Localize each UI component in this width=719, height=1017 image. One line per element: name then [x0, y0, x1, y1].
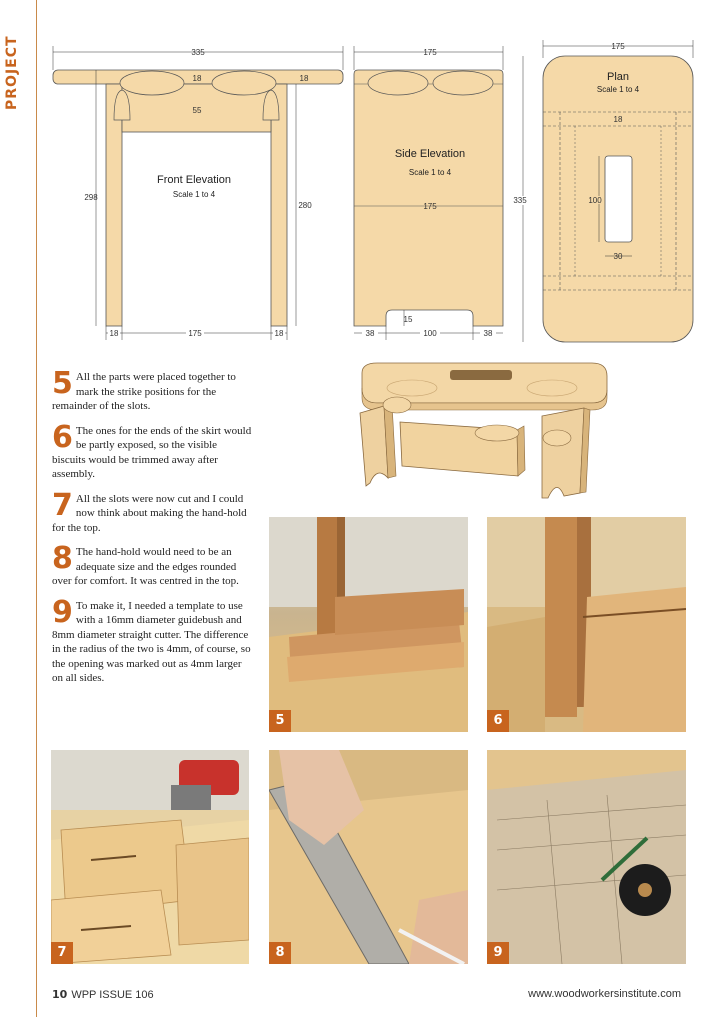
photo-7-image	[51, 750, 249, 964]
photo-6-badge: 6	[487, 710, 509, 732]
front-bottom-middle-dim: 175	[188, 329, 202, 338]
plan-scale: Scale 1 to 4	[596, 85, 640, 94]
step-9	[52, 594, 252, 686]
side-bottom-left-dim: 38	[365, 329, 375, 338]
photo-7	[51, 750, 249, 964]
front-bottom-left-dim: 18	[109, 329, 119, 338]
step-number: 9	[52, 594, 73, 630]
plan-slot-length-dim: 100	[588, 196, 602, 205]
front-scale: Scale 1 to 4	[172, 190, 216, 199]
step-text: All the parts were placed together to mark the strike positions for the remainder of the slots.	[52, 371, 236, 412]
technical-drawings	[0, 0, 719, 360]
side-scale: Scale 1 to 4	[408, 168, 452, 177]
footer-issue	[52, 988, 154, 1001]
front-top-dim: 18	[192, 74, 202, 83]
section-label: PROJECT	[4, 35, 20, 110]
step-8	[52, 541, 252, 589]
step-text: The hand-hold would need to be an adequate size and the edges rounded over for comfort. It was centred in the top.	[52, 546, 239, 587]
photo-7-badge: 7	[51, 942, 73, 964]
step-7	[52, 487, 252, 536]
photo-9-image	[487, 750, 686, 964]
step-5	[52, 366, 252, 414]
step-text: All the slots were now cut and I could now think about making the hand-hold for the top.	[52, 492, 247, 534]
photo-9-badge: 9	[487, 942, 509, 964]
page-number: 10	[52, 988, 68, 1001]
issue-label: WPP ISSUE 106	[71, 989, 154, 1001]
front-height-outer-dim: 298	[84, 193, 98, 202]
photo-5-badge: 5	[269, 710, 291, 732]
front-width-dim: 335	[191, 48, 205, 57]
step-text: The ones for the ends of the skirt would be partly exposed, so the visible biscuits would be trimmed away after assembly.	[52, 424, 252, 480]
front-top-right-dim: 18	[299, 74, 309, 83]
front-title: Front Elevation	[157, 174, 231, 186]
side-bottom-right-dim: 38	[483, 329, 493, 338]
side-width-dim: 175	[423, 48, 437, 57]
photo-6-image	[487, 517, 686, 732]
photo-9	[487, 750, 686, 964]
step-6	[52, 419, 252, 482]
side-bottom-middle-dim: 100	[423, 329, 437, 338]
photo-5-image	[269, 517, 468, 732]
photo-8-badge: 8	[269, 942, 291, 964]
plan-slot-width-dim: 30	[613, 252, 623, 261]
steps-column	[52, 366, 252, 696]
plan-title: Plan	[606, 71, 630, 83]
photo-8-image	[269, 750, 468, 964]
plan-width-dim: 175	[611, 42, 625, 51]
footer-url[interactable]: www.woodworkersinstitute.com	[528, 988, 681, 1000]
side-title: Side Elevation	[394, 148, 466, 160]
step-text: To make it, I needed a template to use with a 16mm diameter guidebush and 8mm diameter straight cutter. The difference in the radius of the two is 4mm, of course, so the opening was marked out as 4mm larger on all sides.	[52, 599, 251, 684]
photo-8	[269, 750, 468, 964]
step-number: 6	[52, 419, 73, 455]
plan-rail-dim: 18	[613, 115, 623, 124]
side-notch-dim: 15	[403, 315, 413, 324]
side-elevation	[354, 46, 503, 340]
side-mid-dim: 175	[423, 202, 437, 211]
front-bottom-right-dim: 18	[274, 329, 284, 338]
step-number: 7	[52, 487, 73, 523]
front-elevation	[53, 46, 343, 340]
plan-length-dim: 335	[513, 196, 527, 205]
photo-6	[487, 517, 686, 732]
stool-illustration	[352, 358, 622, 513]
plan-view	[512, 40, 693, 342]
step-number: 5	[52, 366, 73, 401]
photo-5	[269, 517, 468, 732]
front-skirt-dim: 55	[192, 106, 202, 115]
step-number: 8	[52, 541, 73, 576]
front-height-inner-dim: 280	[298, 201, 312, 210]
